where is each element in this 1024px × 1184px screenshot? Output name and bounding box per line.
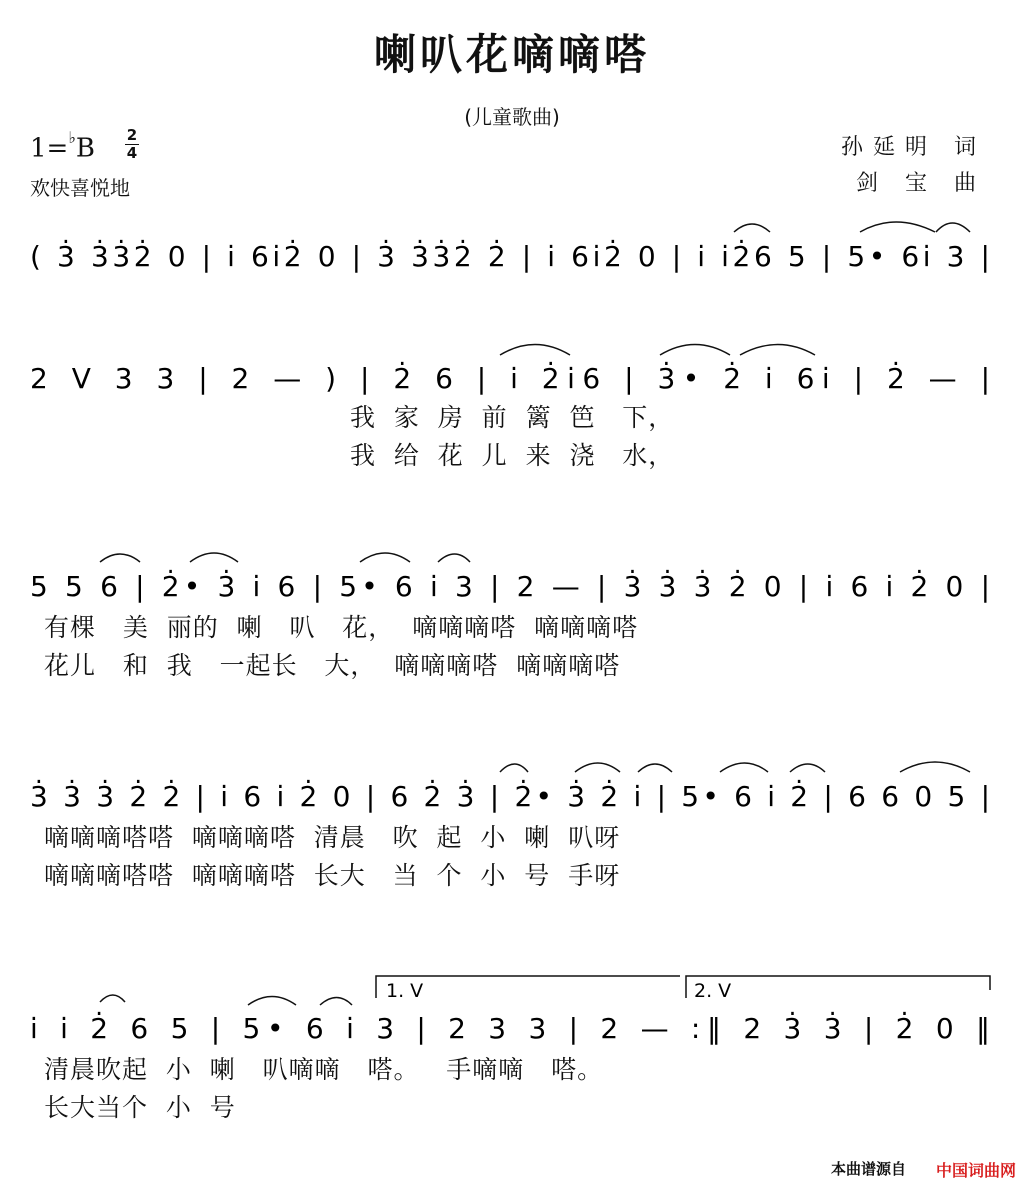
slur [734, 224, 770, 232]
slur [100, 995, 125, 1002]
slur [190, 553, 238, 562]
slur [790, 764, 825, 772]
notation-line: 2 V 3 3 | 2 — ) | 2̇ 6 | i̇ 2̇i̇6 | 3̇• 2̇ i̇ 6i̇ | 2̇ — | [30, 362, 990, 395]
lyric-line: 有棵 美 丽的 喇 叭 花， 嘀嘀嘀嗒 嘀嘀嘀嗒 [44, 613, 639, 642]
volta-brackets [376, 976, 990, 998]
slur [900, 762, 970, 772]
lyric-line: 花儿 和 我 一起长 大， 嘀嘀嘀嗒 嘀嘀嘀嗒 [44, 651, 621, 680]
slur [720, 763, 768, 772]
lyric-line: 我 给 花 儿 来 浇 水， [350, 441, 675, 470]
lyric-line: 清晨吹起 小 喇 叭嘀嘀 嗒。 手嘀嘀 嗒。 [44, 1055, 604, 1084]
volta-second-bracket [686, 976, 990, 998]
volta-second-label: 2. V [694, 980, 732, 1002]
slur [320, 998, 352, 1006]
song-genre: (儿童歌曲) [464, 105, 560, 129]
slur [500, 345, 570, 356]
slur [438, 554, 470, 562]
lyric-line: 嘀嘀嘀嗒嗒 嘀嘀嘀嗒 长大 当 个 小 号 手呀 [44, 861, 621, 890]
lyricist-credit: 孙延明 词 [841, 135, 986, 160]
slur [860, 222, 935, 232]
time-top: 2 [126, 126, 138, 144]
source-site-link[interactable]: 中国词曲网 [935, 1161, 1016, 1180]
composer-credit: 剑 宝 曲 [856, 171, 986, 196]
key-prefix: 1= [30, 133, 69, 164]
lyric-line: 长大当个 小 号 [44, 1093, 236, 1122]
song-title: 喇叭花嘀嘀嗒 [373, 30, 650, 79]
tempo-marking: 欢快喜悦地 [30, 176, 130, 200]
lyric-line: 嘀嘀嘀嗒嗒 嘀嘀嘀嗒 清晨 吹 起 小 喇 叭呀 [44, 823, 621, 852]
volta-first-label: 1. V [386, 980, 424, 1002]
slur [100, 554, 140, 562]
slur [248, 997, 296, 1006]
flat-sign: ♭ [68, 128, 76, 147]
slur [660, 345, 730, 356]
notation-line: i̇ i̇ 2̇ 6 5 | 5• 6 i̇ 3 | 2 3 3 | 2 — :‖ 2 3̇ 3̇ | 2̇ 0 ‖ [30, 1012, 991, 1045]
key-note: B [75, 133, 95, 164]
slur [936, 223, 970, 232]
slur [360, 553, 410, 562]
slur [500, 764, 528, 772]
notation-line: ( 3̇ 3̇3̇2̇ 0 | i̇ 6i̇2̇ 0 | 3̇ 3̇3̇2̇ 2̇ | i̇ 6i̇2̇ 0 | i̇ i̇2̇6 5 | 5• 6i̇ 3 | [30, 240, 990, 273]
slur [638, 764, 672, 772]
lyric-line: 我 家 房 前 篱 笆 下， [350, 403, 675, 432]
time-bottom: 4 [126, 144, 138, 162]
slur [740, 345, 815, 356]
notation-line: 5 5 6 | 2̇• 3̇ i̇ 6 | 5• 6 i̇ 3 | 2 — | 3̇ 3̇ 3̇ 2̇ 0 | i̇ 6 i̇ 2̇ 0 | [30, 570, 991, 603]
slur [575, 763, 620, 772]
notation-line: 3̇ 3̇ 3̇ 2̇ 2̇ | i̇ 6 i̇ 2̇ 0 | 6 2̇ 3̇ | 2̇• 3̇ 2̇ i̇ | 5• 6 i̇ 2̇ | 6 6 0 5 | [30, 780, 991, 813]
source-label: 本曲谱源自 [830, 1160, 906, 1178]
